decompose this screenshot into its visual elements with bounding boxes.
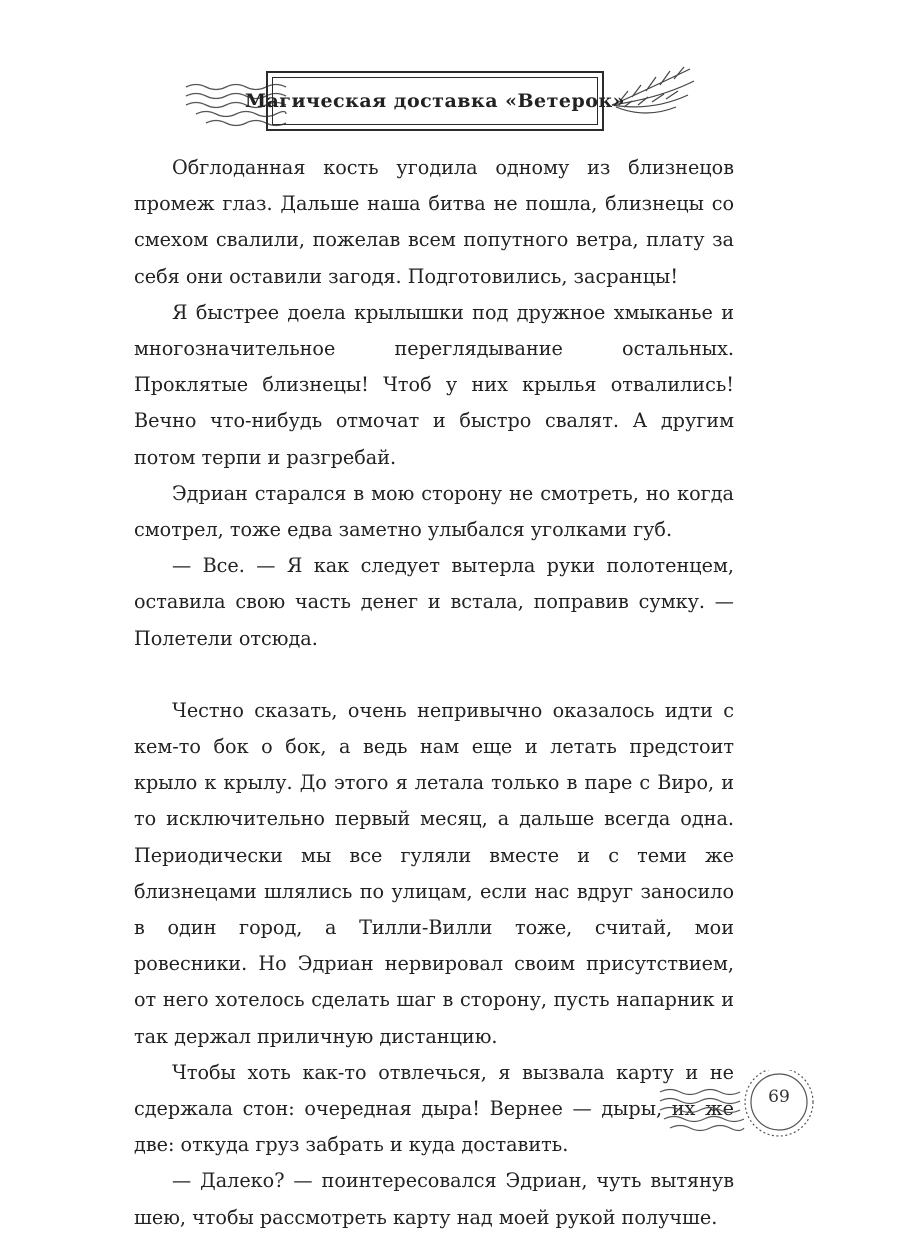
page-number: 69	[768, 1087, 790, 1107]
paragraph: Честно сказать, очень непривычно оказалось идти с кем-то бок о бок, а ведь нам еще и летать предстоит крыло к крылу. До этого я летала только в паре с Виро, и то исключительно первый месяц, а дальше всегда одна. Периодически мы все гуляли вместе и с теми же близнецами шлялись по улицам, если нас вдруг заносило в один город, а Тилли-Вилли тоже, считай, мои ровесники. Но Эдриан нервировал своим присутствием, от него хотелось сделать шаг в сторону, пусть напарник и так держал приличную дистанцию.	[134, 698, 734, 1048]
paragraph: — Далеко? — поинтересовался Эдриан, чуть вытянув шею, чтобы рассмотреть карту над моей рукой получше.	[134, 1169, 734, 1229]
header-title-frame	[244, 71, 626, 131]
paragraph: Чтобы хоть как-то отвлечься, я вызвала карту и не сдержала стон: очередная дыра! Вернее — дыры, их же две: откуда груз забрать и куда доставить.	[134, 1060, 734, 1157]
header-title: Магическая доставка «Ветерок»	[244, 90, 626, 112]
body-text	[134, 150, 734, 1236]
paragraph: Я быстрее доела крылышки под дружное хмыканье и многозначительное переглядывание остальных. Проклятые близнецы! Чтоб у них крылья отвалились! Вечно что-нибудь отмочат и быстро свалят. А другим потом терпи и разгребай.	[134, 300, 734, 469]
section-break	[134, 657, 734, 693]
paragraph: Обглоданная кость угодила одному из близнецов промеж глаз. Дальше наша битва не пошла, близнецы со смехом свалили, пожелав всем попутного ветра, плату за себя они оставили загодя. Подготовились, засранцы!	[134, 156, 734, 288]
page-footer	[650, 1070, 820, 1150]
paragraph: — Все. — Я как следует вытерла руки полотенцем, оставила свою часть денег и встала, поправив сумку. — Полетели отсюда.	[134, 554, 734, 650]
postmark-stamp-icon	[650, 1070, 820, 1150]
paragraph: Эдриан старался в мою сторону не смотреть, но когда смотрел, тоже едва заметно улыбался уголками губ.	[134, 481, 734, 542]
running-header	[0, 55, 900, 145]
